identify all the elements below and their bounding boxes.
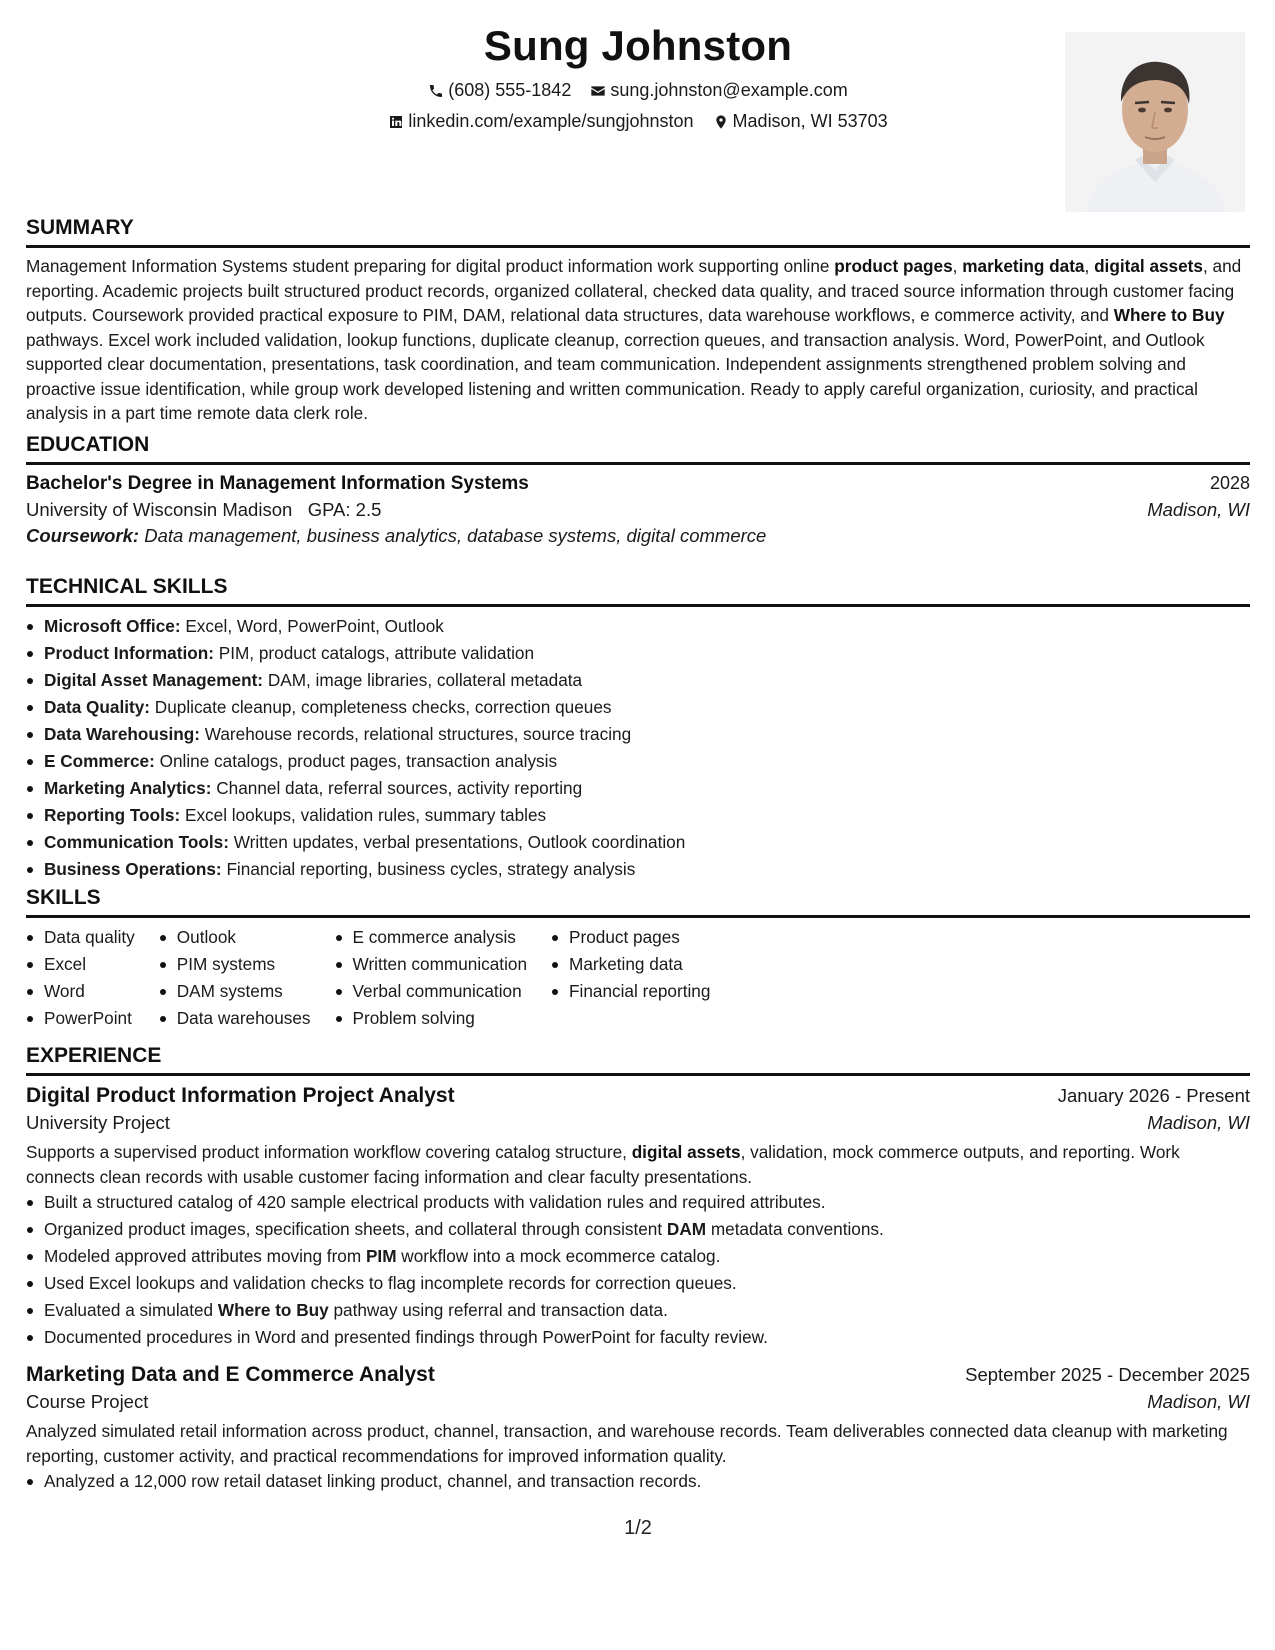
skills-column (335, 924, 528, 1032)
linkedin-contact[interactable] (388, 111, 693, 132)
skill-category-text: Excel lookups, validation rules, summary tables (185, 805, 547, 825)
skill-category-text: DAM, image libraries, collateral metadata (267, 670, 583, 690)
skill-item: Verbal communication (353, 978, 528, 1005)
bullet-text: pathway using referral and transaction data. (328, 1300, 668, 1320)
job-bullet (44, 1243, 1250, 1270)
job-description-part: Analyzed simulated retail information across product, channel, transaction, and warehouse records. Team deliverables connected data cleanup with marketing reporting, customer activity, and practical recommendations for improved information quality. (26, 1421, 1228, 1466)
resume-page (26, 0, 1250, 1650)
bullet-highlight: PIM (365, 1246, 397, 1266)
email-contact[interactable] (590, 80, 847, 101)
skill-item: Marketing data (569, 951, 710, 978)
job-title: Digital Product Information Project Analyst (26, 1084, 455, 1107)
skill-category-label: Marketing Analytics: (44, 778, 212, 798)
skills-column (26, 924, 135, 1032)
skill-category-label: Data Quality: (44, 697, 151, 717)
school-line (26, 499, 381, 521)
job-entry (26, 1084, 1250, 1351)
skills-column (551, 924, 710, 1032)
skill-item: Financial reporting (569, 978, 710, 1005)
portrait-image (1065, 32, 1245, 212)
school-location: Madison, WI (1147, 499, 1250, 520)
job-bullet (44, 1216, 1250, 1243)
degree-title: Bachelor's Degree in Management Information Systems (26, 473, 529, 494)
technical-skill-item (44, 667, 1250, 694)
education-heading: EDUCATION (26, 432, 1250, 465)
envelope-icon (590, 83, 606, 99)
skill-category-text: Duplicate cleanup, completeness checks, correction queues (154, 697, 612, 717)
skill-category-label: Product Information: (44, 643, 214, 663)
summary-section (26, 215, 1250, 426)
summary-text-part: Management Information Systems student preparing for digital product information work supporting online (26, 256, 835, 276)
skill-category-label: Business Operations: (44, 859, 222, 879)
technical-skill-item (44, 694, 1250, 721)
bullet-text: Evaluated a simulated (44, 1300, 218, 1320)
phone-contact (428, 80, 571, 101)
skill-category-text: Excel, Word, PowerPoint, Outlook (185, 616, 444, 636)
phone-text: (608) 555-1842 (448, 80, 572, 100)
job-bullet (44, 1270, 1250, 1297)
coursework-text: Data management, business analytics, database systems, digital commerce (144, 525, 767, 546)
skill-category-label: Microsoft Office: (44, 616, 181, 636)
job-org-row (26, 1391, 1250, 1413)
job-description-part: , validation, mock commerce outputs, and reporting. Work connects clean records with usable customer facing information and clear faculty presentations. (26, 1142, 1180, 1187)
school-name: University of Wisconsin Madison (26, 499, 293, 520)
education-degree-row (26, 473, 1250, 495)
gpa-text: GPA: 2.5 (307, 499, 382, 520)
linkedin-link[interactable]: linkedin.com/example/sungjohnston (408, 111, 694, 131)
technical-skills-section (26, 574, 1250, 883)
skill-item: Excel (44, 951, 135, 978)
skill-item: DAM systems (177, 978, 311, 1005)
skill-item: Word (44, 978, 135, 1005)
technical-skill-item (44, 775, 1250, 802)
bullet-highlight: DAM (666, 1219, 707, 1239)
summary-text-part: , (952, 256, 963, 276)
bullet-text: Modeled approved attributes moving from (44, 1246, 366, 1266)
skill-item: Written communication (353, 951, 528, 978)
bullet-text: workflow into a mock ecommerce catalog. (396, 1246, 721, 1266)
skill-category-text: Channel data, referral sources, activity reporting (216, 778, 583, 798)
bullet-text: Documented procedures in Word and presented findings through PowerPoint for faculty review. (44, 1327, 768, 1347)
technical-skill-item (44, 856, 1250, 883)
skill-category-label: Communication Tools: (44, 832, 229, 852)
technical-skill-item (44, 829, 1250, 856)
job-description (26, 1140, 1250, 1189)
technical-skill-item (44, 748, 1250, 775)
job-bullet (44, 1189, 1250, 1216)
skill-category-text: PIM, product catalogs, attribute validation (218, 643, 535, 663)
job-description-part: Supports a supervised product information workflow covering catalog structure, (26, 1142, 632, 1162)
job-bullet (44, 1324, 1250, 1351)
job-organization: Course Project (26, 1391, 149, 1412)
job-header (26, 1363, 1250, 1387)
technical-skill-item (44, 613, 1250, 640)
technical-skills-heading: TECHNICAL SKILLS (26, 574, 1250, 607)
job-location: Madison, WI (1147, 1391, 1250, 1412)
location-contact (713, 111, 888, 132)
job-dates: January 2026 - Present (1057, 1085, 1250, 1106)
summary-text-part: pathways. Excel work included validation, lookup functions, duplicate cleanup, correction queues, and transaction analysis. Word, PowerPoint, and Outlook supported clear documentation, presentations, task coordination, and team communication. Independent assignments strengthened problem solving and proactive issue identification, while group work developed listening and written communication. Ready to apply careful organization, curiosity, and practical analysis in a part time remote data clerk role. (26, 329, 1205, 423)
job-description (26, 1419, 1250, 1468)
experience-list (26, 1084, 1250, 1495)
page-number: 1/2 (624, 1517, 652, 1539)
summary-text (26, 254, 1250, 426)
job-bullets (26, 1468, 1250, 1495)
skill-category-label: E Commerce: (44, 751, 155, 771)
experience-heading: EXPERIENCE (26, 1043, 1250, 1076)
job-organization: University Project (26, 1112, 170, 1133)
skill-category-label: Reporting Tools: (44, 805, 181, 825)
phone-icon (428, 83, 444, 99)
summary-text-part: , and reporting. Academic projects built structured product records, organized collateral, checked data quality, and traced source information through customer facing outputs. Coursework provided practical exposure to PIM, DAM, relational data structures, data warehouse workflows, e commerce activity, and (26, 256, 1242, 325)
education-section (26, 432, 1250, 547)
job-location: Madison, WI (1147, 1112, 1250, 1133)
job-description-highlight: digital assets (631, 1142, 741, 1162)
skill-item: PIM systems (177, 951, 311, 978)
technical-skill-item (44, 802, 1250, 829)
skill-item: E commerce analysis (353, 924, 528, 951)
skill-category-text: Warehouse records, relational structures, source tracing (204, 724, 632, 744)
skill-item: Product pages (569, 924, 710, 951)
technical-skill-item (44, 721, 1250, 748)
skill-category-label: Data Warehousing: (44, 724, 200, 744)
coursework-label: Coursework: (26, 525, 140, 546)
summary-highlight: marketing data (962, 256, 1085, 276)
location-text: Madison, WI 53703 (732, 111, 888, 131)
summary-text-part: , (1084, 256, 1095, 276)
job-title: Marketing Data and E Commerce Analyst (26, 1363, 435, 1386)
bullet-highlight: Where to Buy (217, 1300, 329, 1320)
skills-column (159, 924, 311, 1032)
skill-item: Data quality (44, 924, 135, 951)
skill-category-text: Written updates, verbal presentations, Outlook coordination (233, 832, 686, 852)
map-pin-icon (713, 114, 729, 130)
skill-item: Problem solving (353, 1005, 528, 1032)
skill-category-label: Digital Asset Management: (44, 670, 264, 690)
job-bullets (26, 1189, 1250, 1351)
skill-category-text: Financial reporting, business cycles, strategy analysis (226, 859, 636, 879)
job-dates: September 2025 - December 2025 (965, 1364, 1250, 1385)
summary-heading: SUMMARY (26, 215, 1250, 248)
job-bullet (44, 1297, 1250, 1324)
email-link[interactable]: sung.johnston@example.com (610, 80, 848, 100)
skills-section (26, 885, 1250, 1032)
skills-heading: SKILLS (26, 885, 1250, 918)
skills-grid (26, 924, 1250, 1032)
job-org-row (26, 1112, 1250, 1134)
summary-highlight: Where to Buy (1113, 305, 1225, 325)
coursework-line (26, 525, 1250, 547)
job-bullet (44, 1468, 1250, 1495)
skill-item: Data warehouses (177, 1005, 311, 1032)
bullet-text: Built a structured catalog of 420 sample electrical products with validation rules and required attributes. (44, 1192, 826, 1212)
bullet-text: Organized product images, specification sheets, and collateral through consistent (44, 1219, 667, 1239)
linkedin-icon (388, 114, 404, 130)
profile-photo (1065, 32, 1245, 212)
job-entry (26, 1363, 1250, 1495)
job-header (26, 1084, 1250, 1108)
summary-highlight: digital assets (1094, 256, 1203, 276)
skill-item: Outlook (177, 924, 311, 951)
summary-highlight: product pages (834, 256, 953, 276)
technical-skills-list (26, 613, 1250, 883)
skill-item: PowerPoint (44, 1005, 135, 1032)
candidate-name: Sung Johnston (483, 22, 793, 69)
bullet-text: metadata conventions. (706, 1219, 884, 1239)
bullet-text: Analyzed a 12,000 row retail dataset linking product, channel, and transaction records. (44, 1471, 702, 1491)
bullet-text: Used Excel lookups and validation checks to flag incomplete records for correction queues. (44, 1273, 737, 1293)
technical-skill-item (44, 640, 1250, 667)
degree-year: 2028 (1209, 473, 1250, 493)
skill-category-text: Online catalogs, product pages, transaction analysis (159, 751, 558, 771)
experience-section (26, 1043, 1250, 1495)
education-school-row (26, 499, 1250, 521)
